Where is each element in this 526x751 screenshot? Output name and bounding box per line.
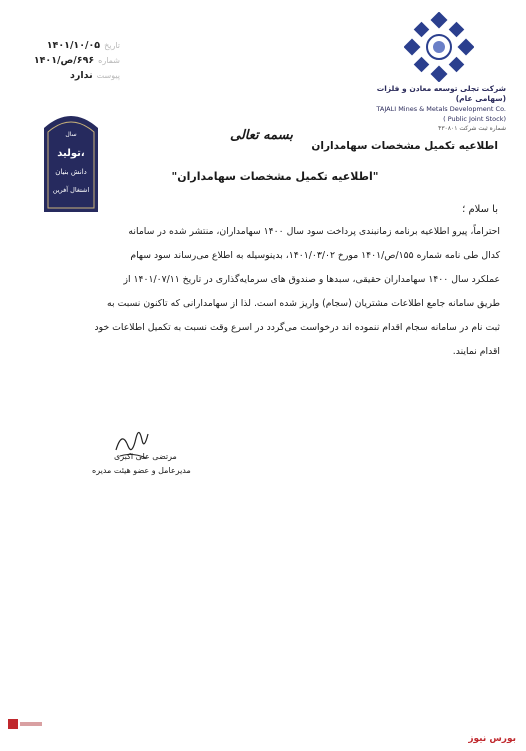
letter-body	[28, 220, 500, 364]
body-line: ثبت نام در سامانه سجام اقدام ننموده اند درخواست می‌گردد در اسرع وقت نسبت به تکمیل اطلاعات خود	[94, 322, 500, 333]
emblem-line2: تولید،	[57, 148, 85, 159]
company-type-en: ( Public Joint Stock)	[443, 115, 506, 123]
date-row	[20, 38, 120, 53]
company-name-en: TAJALI Mines & Metals Development Co.	[376, 105, 506, 113]
attachment-label: پیوست	[96, 71, 120, 80]
emblem-line4: اشتغال آفرین	[52, 186, 90, 194]
company-info	[346, 84, 506, 134]
body-line: کدال طی نامه شماره ۱۵۵/ص/۱۴۰۱ مورخ ۱۴۰۱/۰۳/۰۲، بدینوسیله به اطلاع می‌رساند سود سهام	[130, 250, 500, 261]
subject-title: "اطلاعیه تکمیل مشخصات سهامداران"	[171, 170, 379, 183]
emblem-line3: دانش بنیان	[55, 168, 87, 176]
attachment-row	[20, 68, 120, 83]
number-label: شماره	[98, 56, 120, 65]
attachment-value: ندارد	[70, 70, 93, 81]
emblem-line1: سال	[65, 131, 77, 138]
company-name-fa: شرکت تجلی توسعه معادن و فلزات (سهامی عام)	[376, 84, 506, 103]
letter-meta	[20, 38, 120, 83]
footer-logo-icon	[8, 717, 44, 731]
subject-heading: اطلاعیه تکمیل مشخصات سهامداران	[311, 140, 498, 152]
company-logo-icon	[404, 12, 474, 82]
body-line: اقدام نمایند.	[452, 346, 500, 357]
date-label: تاریخ	[104, 41, 120, 50]
year-slogan-emblem	[40, 110, 102, 214]
date-value: ۱۴۰۱/۱۰/۰۵	[46, 40, 101, 51]
signatory-name: مرتضی علی اکبری	[114, 452, 177, 461]
greeting: با سلام ؛	[462, 204, 498, 215]
number-value: ۶۹۶/ص/۱۴۰۱	[33, 55, 95, 66]
company-registration: شماره ثبت شرکت ۴۳۰۸۰۱	[438, 125, 506, 132]
basmala: بسمه تعالی	[230, 128, 293, 143]
number-row	[20, 53, 120, 68]
body-line: عملکرد سال ۱۴۰۰ سهامداران حقیقی، سبدها و صندوق های سرمایه‌گذاری در تاریخ ۱۴۰۱/۰۷/۱۱ از	[123, 274, 500, 285]
footer-brand-watermark: بورس نیوز	[468, 734, 516, 744]
signatory-title: مدیرعامل و عضو هیئت مدیره	[92, 466, 191, 475]
body-line: احتراماً، پیرو اطلاعیه برنامه زمانبندی پرداخت سود سال ۱۴۰۰ سهامداران، منتشر شده در سامانه	[128, 226, 500, 237]
body-line: طریق سامانه جامع اطلاعات مشتریان (سجام) واریز شده است. لذا از سهامدارانی که تاکنون نسبت به	[107, 298, 500, 309]
